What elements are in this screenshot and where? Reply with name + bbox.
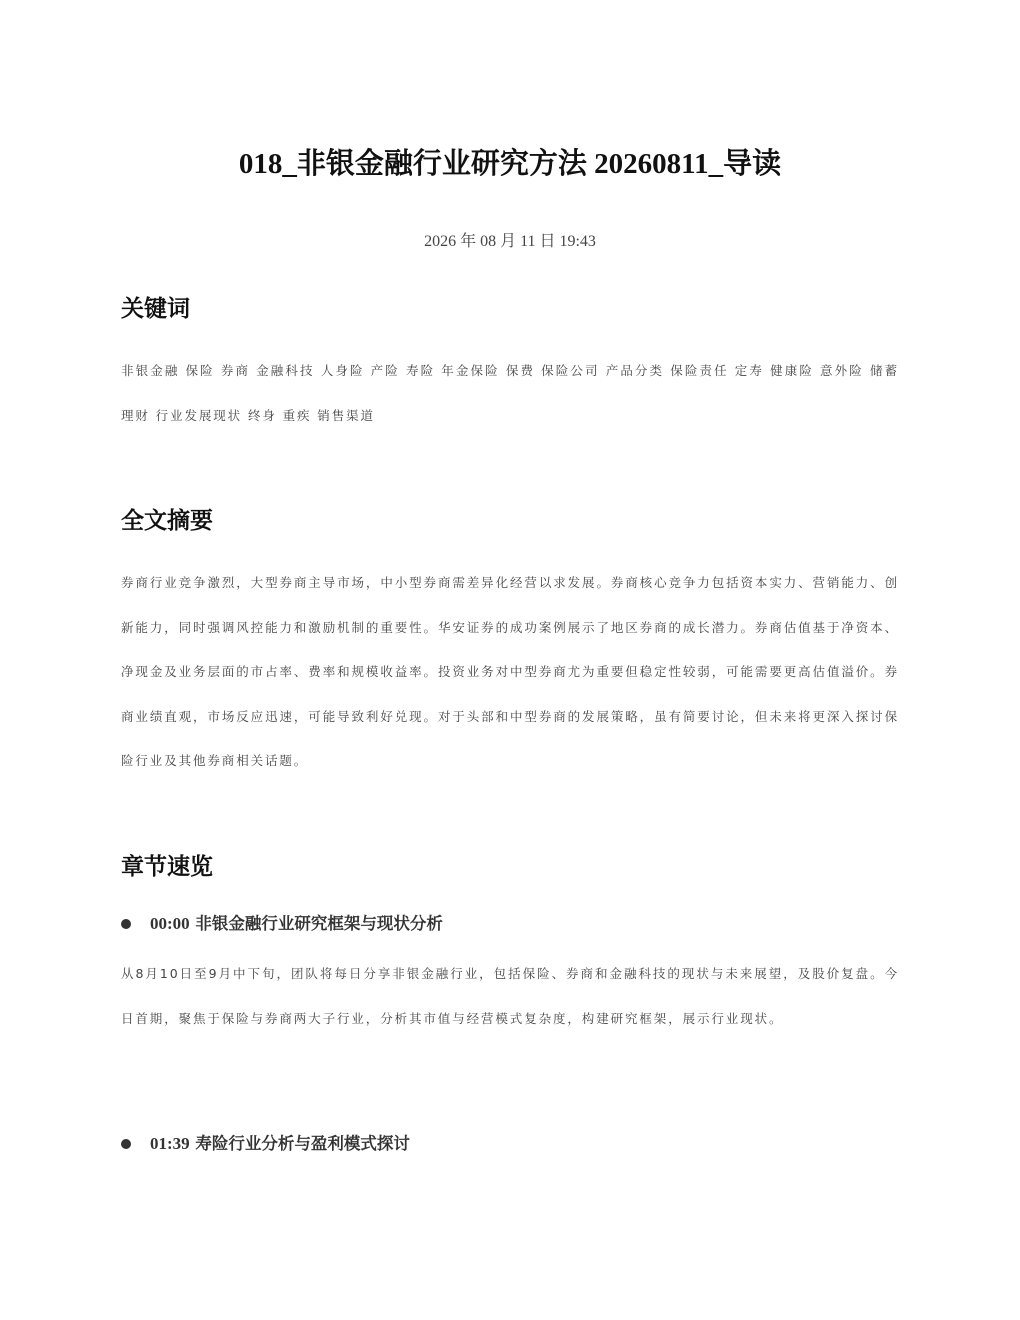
document-datetime: 2026 年 08 月 11 日 19:43 — [424, 233, 596, 250]
bullet-icon — [121, 919, 131, 929]
chapters-heading: 章节速览 — [121, 854, 213, 880]
bullet-icon — [121, 1139, 131, 1149]
document-title: 018_非银金融行业研究方法 20260811_导读 — [238, 148, 782, 180]
chapter-title-text: 非银金融行业研究框架与现状分析 — [195, 914, 443, 933]
chapter-summary-text: 从8月10日至9月中下旬，团队将每日分享非银金融行业，包括保险、券商和金融科技的现状与未来展望，及股价复盘。今日首期，聚焦于保险与券商两大子行业，分析其市值与经营模式复杂度，构建研究框架，展示行业现状。 — [121, 966, 899, 1026]
chapter-item[interactable] — [121, 1130, 899, 1160]
chapter-timestamp: 00:00 — [150, 914, 190, 933]
summary-text: 券商行业竞争激烈，大型券商主导市场，中小型券商需差异化经营以求发展。券商核心竞争力包括资本实力、营销能力、创新能力，同时强调风控能力和激励机制的重要性。华安证券的成功案例展示了地区券商的成长潜力。券商估值基于净资本、净现金及业务层面的市占率、费率和规模收益率。投资业务对中型券商尤为重要但稳定性较弱，可能需要更高估值溢价。券商业绩直观，市场反应迅速，可能导致利好兑现。对于头部和中型券商的发展策略，虽有简要讨论，但未来将更深入探讨保险行业及其他券商相关话题。 — [121, 575, 899, 768]
keywords-heading: 关键词 — [121, 296, 190, 322]
chapter-timestamp: 01:39 — [150, 1134, 190, 1153]
chapter-title — [150, 910, 443, 938]
chapter-title-text: 寿险行业分析与盈利模式探讨 — [195, 1134, 410, 1153]
keywords-text: 非银金融 保险 券商 金融科技 人身险 产险 寿险 年金保险 保费 保险公司 产品分类 保险责任 定寿 健康险 意外险 储蓄理财 行业发展现状 终身 重疾 销售渠道 — [121, 363, 899, 423]
summary-heading: 全文摘要 — [121, 508, 213, 534]
chapter-item[interactable] — [121, 910, 899, 940]
chapter-title — [150, 1130, 410, 1158]
